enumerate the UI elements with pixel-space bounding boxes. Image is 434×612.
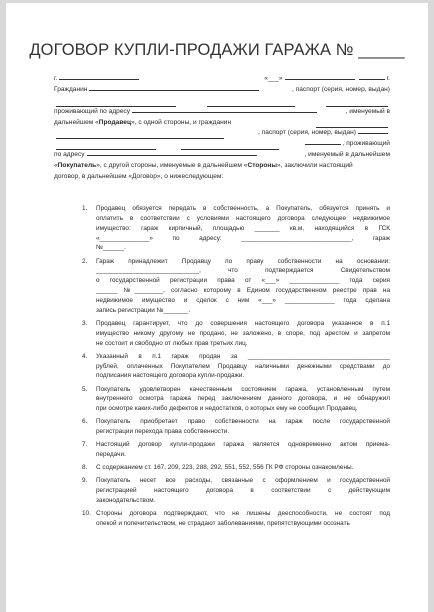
item-text-line: Покупатель удовлетворен качественным состоянием гаража, установленным путем — [96, 385, 390, 393]
item-number: 6. — [82, 418, 88, 426]
contract-item — [82, 319, 390, 349]
item-text-line: оплатить в соответствии с условиями настоящего договора следующее недвижимое — [96, 214, 390, 222]
document-title: ДОГОВОР КУПЛИ-ПРОДАЖИ ГАРАЖА № _____ — [29, 41, 405, 59]
preamble-line: , паспорт (серия, номер, выдан) — [54, 128, 390, 139]
item-text-line: _____________________________, что подтверждается Свидетельством — [96, 267, 390, 275]
item-number: 4. — [82, 352, 88, 360]
item-text-line: рублей, оплаченных Покупателем Продавцу наличными денежными средствами до — [96, 362, 390, 370]
item-text-line: С содержанием ст. 167, 209, 223, 288, 292, 551, 552, 556 ГК РФ стороны ознакомлены. — [96, 464, 354, 472]
item-text-line: опекой и попечительством, не страдают заболеваниями, препятствующими осознать — [96, 520, 350, 528]
contract-item — [82, 352, 390, 382]
contract-items — [82, 204, 390, 532]
item-text-line: внутреннего осмотра гаража перед заключением данного договора, и не обнаружил — [96, 395, 390, 403]
city-blank — [59, 72, 139, 80]
item-number: 9. — [82, 477, 88, 485]
item-number: 2. — [82, 257, 88, 265]
item-text-line: Указанный в п.1 гараж продан за ________________________________________ — [96, 352, 390, 360]
item-text-line: Стороны договора подтверждают, что не лишены дееспособности, не состоят под — [96, 510, 390, 518]
preamble-line: по адресу , именуемый в дальнейшем — [54, 150, 390, 161]
preamble-line: договор, в дальнейшем «Договор», о нижеследующем: — [54, 173, 224, 180]
item-text-line: Продавец гарантирует, что до совершения настоящего договора указанное в п.1 — [96, 319, 390, 327]
item-text-line: Покупатель приобретает право собственности на гараж после государственной — [96, 418, 390, 426]
item-number: 10. — [82, 510, 91, 518]
preamble-line: «Покупатель», с другой стороны, именуемые в дальнейшем «Стороны», заключили настоящий — [54, 162, 353, 170]
preamble — [54, 74, 390, 183]
seller-name-blank — [89, 83, 259, 91]
item-text-line: имущество: гараж кирпичный, площадью _______ кв.м, находящийся в ГСК — [96, 224, 390, 232]
contract-item — [82, 476, 390, 506]
item-text-line: регистрацией настоящего договора в соответствии с действующим — [96, 487, 390, 495]
item-text-line: подписания настоящего договора купли-продажи. — [96, 372, 245, 380]
contract-item — [82, 440, 390, 460]
contract-item — [82, 385, 390, 415]
item-text-line: Продавец обязуется передать в собственность, а Покупатель, обязуется принять и — [96, 205, 390, 212]
item-text-line: Гараж принадлежит Продавцу по праву собственности на основании: — [96, 257, 390, 265]
item-text-line: №______. — [96, 244, 126, 252]
preamble-line: дальнейшем «Продавец», с одной стороны, и гражданин — [54, 118, 390, 129]
contract-item — [82, 417, 390, 437]
contract-item — [82, 463, 390, 473]
item-number: 7. — [82, 441, 88, 449]
month-blank — [285, 72, 355, 80]
item-text-line: имущество никому другому не продано, не заложено, в споре, под арестом и запретом — [96, 329, 390, 337]
buyer-address-blank — [87, 148, 257, 156]
item-number: 8. — [82, 464, 88, 472]
item-text-line: ______ №________, согласно которому в Едином государственном реестре прав на — [96, 287, 390, 295]
item-text-line: о государственной регистрации права от «___» ______________ года серия — [96, 277, 390, 285]
item-text-line: «______________» по адресу: _______________________________, гараж — [96, 234, 390, 242]
item-text-line: не состоит и свободно от любых прав третьих лиц. — [96, 339, 248, 347]
item-text-line: Покупатель несет все расходы, связанные с оформлением и государственной — [96, 477, 390, 485]
contract-item — [82, 257, 390, 316]
preamble-line: Гражданин , паспорт (серия, номер, выдан) — [54, 85, 390, 96]
contract-item — [82, 509, 390, 529]
item-text-line: законодательством. — [96, 497, 156, 505]
item-number: 1. — [82, 205, 88, 212]
item-number: 3. — [82, 319, 88, 327]
item-text-line: недвижимое имущество и сделок с ним «___» ______________ года сделана — [96, 296, 390, 304]
preamble-line: проживающий по адресу , именуемый в — [54, 107, 390, 118]
item-text-line: регистрации перехода права собственности. — [96, 428, 230, 436]
seller-address-blank — [132, 105, 317, 113]
document-page — [6, 3, 428, 612]
preamble-line: г. «___» г. — [54, 74, 390, 85]
preamble-line: , проживающий — [54, 139, 390, 150]
item-text-line: передачи. — [96, 451, 126, 459]
year-blank — [359, 72, 385, 80]
item-text-line: запись регистрации №_______. — [96, 306, 191, 314]
item-text-line: при осмотре каких-либо дефектов и недостатков, о которых ему не сообщил Продавец. — [96, 405, 358, 413]
item-number: 5. — [82, 385, 88, 393]
item-text-line: Настоящий договор купли-продажи гаража является одновременно актом приема- — [96, 441, 390, 449]
contract-item — [82, 204, 390, 253]
